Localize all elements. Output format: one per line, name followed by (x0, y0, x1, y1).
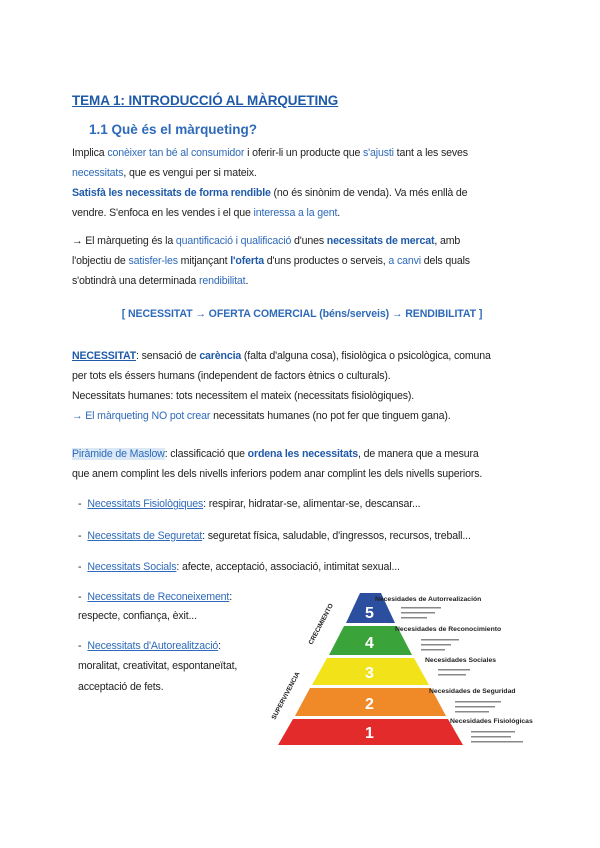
text: . (245, 275, 249, 287)
text: . (337, 207, 341, 219)
detail-lines-4 (421, 644, 451, 646)
detail-lines-2 (455, 706, 495, 708)
list-item-desc: : (218, 640, 221, 652)
pyramid-number-4: 4 (365, 635, 374, 652)
text: d'uns productes o serveis, (263, 255, 389, 267)
text: dels quals (420, 255, 470, 267)
text: vendre. S'enfoca en les vendes i el que (72, 207, 254, 219)
detail-lines-5 (401, 607, 441, 609)
paragraph-maslow (72, 444, 532, 484)
list-item-extra: moralitat, creativitat, espontaneïtat, (78, 660, 238, 672)
pyramid-label-1: Necesidades Fisiológicas (450, 718, 533, 725)
highlight-text: màrqueting NO pot crear (97, 410, 211, 422)
list-item-desc: : (229, 591, 233, 603)
list-item-name: Necessitats de Seguretat (87, 530, 203, 542)
detail-lines-4 (421, 649, 445, 651)
text: necessitats humanes (no pot fer que tinguem gana). (210, 410, 451, 422)
bold-highlight-text: Satisfà les necessitats de forma rendible (72, 187, 271, 199)
text: (no és sinònim de venda). Va més enllà de (270, 187, 468, 199)
paragraph-marketing (72, 231, 532, 291)
list-item: - Necessitats d'Autorealització: (78, 640, 221, 652)
arrow-text: → El (72, 410, 98, 422)
text: s'obtindrà una determinada (72, 275, 199, 287)
detail-lines-5 (401, 612, 435, 614)
text: , amb (434, 235, 461, 247)
detail-lines-2 (455, 711, 489, 713)
text: : sensació de (136, 350, 200, 362)
text: : classificació que (164, 448, 248, 460)
bold-highlight-text: ordena les necessitats (247, 448, 359, 460)
paragraph-definition (72, 143, 532, 223)
detail-lines-2 (455, 701, 501, 703)
highlight-text: rendibilitat (198, 275, 246, 287)
list-item-desc: : afecte, acceptació, associació, intimitat sexual... (176, 561, 400, 573)
pyramid-number-2: 2 (365, 696, 374, 713)
detail-lines-4 (421, 639, 459, 641)
list-item-extra: acceptació de fets. (78, 681, 164, 693)
bold-highlight-text: l'oferta (230, 255, 264, 267)
pyramid-number-3: 3 (365, 665, 374, 682)
detail-lines-5 (401, 617, 427, 619)
bold-highlight-text: carència (199, 350, 242, 362)
highlight-text: a canvi (388, 255, 421, 267)
text: per tots els éssers humans (independent de factors ètnics o culturals). (72, 370, 391, 382)
text: , que es vengui per si mateix. (123, 167, 257, 179)
page-title: TEMA 1: INTRODUCCIÓ AL MÀRQUETING (72, 93, 339, 108)
text: d'unes (291, 235, 327, 247)
list-item: - Necessitats Fisiològiques: respirar, hidratar-se, alimentar-se, descansar... (78, 498, 421, 510)
text: Necessitats humanes: tots necessitem el mateix (necessitats fisiològiques). (72, 390, 415, 402)
text: que anem complint les dels nivells inferiors podem anar complint les dels nivells superiors. (72, 468, 483, 480)
highlight-text: interessa a la gent (253, 207, 338, 219)
list-item-name: Necessitats d'Autorealització (87, 640, 219, 652)
bold-highlight-text: necessitats de mercat (326, 235, 435, 247)
text: mitjançant (177, 255, 231, 267)
detail-lines-1 (471, 741, 523, 743)
list-item-name: Necessitats Fisiològiques (87, 498, 204, 510)
list-item: - Necessitats de Seguretat: seguretat física, saludable, d'ingressos, recursos, treball... (78, 530, 471, 542)
highlight-text: necessitats (72, 167, 124, 179)
detail-lines-3 (438, 674, 466, 676)
paragraph-necessitat (72, 346, 532, 426)
highlight-text: satisfer-les (128, 255, 178, 267)
section-heading: 1.1 Què és el màrqueting? (89, 122, 258, 137)
term-necessitat: NECESSITAT (72, 350, 137, 362)
highlight-text: conèixer tan bé al consumidor (107, 147, 245, 159)
pyramid-number-1: 1 (365, 725, 374, 742)
highlight-text: Piràmide de Maslow (72, 448, 165, 460)
list-item-extra: respecte, confiança, èxit... (78, 610, 197, 622)
text: → El màrqueting és la (72, 235, 176, 247)
text: (falta d'alguna cosa), fisiològica o psicològica, comuna (241, 350, 491, 362)
pyramid-label-4: Necesidades de Reconocimiento (395, 626, 502, 633)
list-item: - Necessitats de Reconeixement: (78, 591, 233, 603)
pyramid-label-3: Necesidades Sociales (425, 657, 497, 664)
list-item-name: Necessitats Socials (87, 561, 177, 573)
pyramid-number-5: 5 (365, 605, 374, 622)
list-item: - Necessitats Socials: afecte, acceptació, associació, intimitat sexual... (78, 561, 400, 573)
highlight-text: quantificació i qualificació (175, 235, 292, 247)
pyramid-label-5: Necesidades de Autorrealización (375, 596, 482, 603)
text: l'objectiu de (72, 255, 129, 267)
list-item-name: Necessitats de Reconeixement (87, 591, 230, 603)
list-item-desc: : respirar, hidratar-se, alimentar-se, descansar... (203, 498, 421, 510)
text: , de manera que a mesura (358, 448, 479, 460)
formula-line: [ NECESSITAT → OFERTA COMERCIAL (béns/serveis) → RENDIBILITAT ] (121, 308, 483, 320)
text: Implica (72, 147, 108, 159)
detail-lines-1 (471, 731, 515, 733)
text: tant a les seves (393, 147, 468, 159)
side-label-growth: CRECIMIENTO (307, 602, 336, 646)
pyramid-label-2: Necesidades de Seguridad (429, 688, 516, 695)
side-label-survival: SUPERVIVENCIA (270, 670, 302, 721)
detail-lines-3 (438, 669, 470, 671)
detail-lines-1 (471, 736, 511, 738)
text: i oferir-li un producte que (244, 147, 364, 159)
highlight-text: s'ajusti (363, 147, 394, 159)
list-item-desc: : seguretat física, saludable, d'ingressos, recursos, treball... (202, 530, 471, 542)
maslow-pyramid (255, 585, 545, 750)
